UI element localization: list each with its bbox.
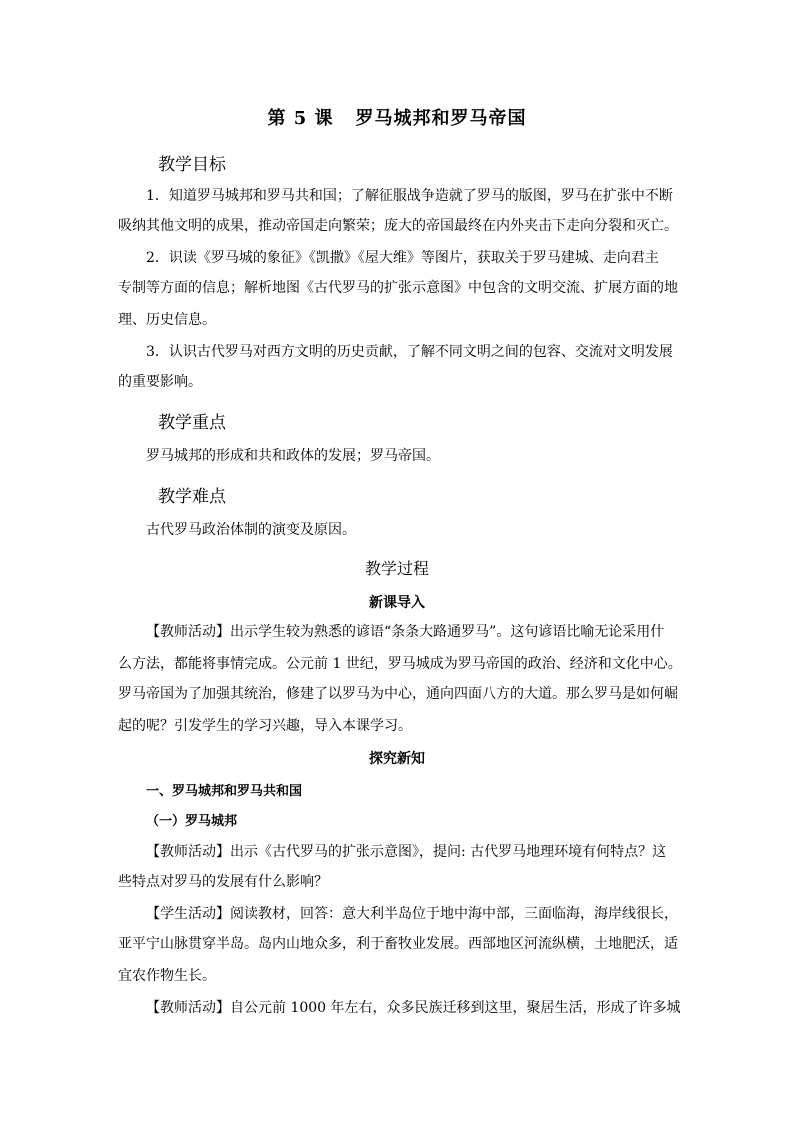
explore-line: 宜农作物生长。	[118, 968, 216, 984]
objective-line: 的重要影响。	[118, 374, 202, 390]
objective-line: 3．认识古代罗马对西方文明的历史贡献，了解不同文明之间的包容、交流对文明发展	[146, 344, 673, 360]
difficulties-heading: 教学难点	[158, 487, 226, 507]
objective-line: 1．知道罗马城邦和罗马共和国；了解征服战争造就了罗马的版图，罗马在扩张中不断	[146, 188, 673, 204]
objective-line: 吸纳其他文明的成果，推动帝国走向繁荣；庞大的帝国最终在内外夹击下走向分裂和灭亡。	[118, 218, 678, 234]
explore-line: 些特点对罗马的发展有什么影响？	[118, 874, 328, 890]
objective-line: 专制等方面的信息；解析地图《古代罗马的扩张示意图》中包含的文明交流、扩展方面的地	[118, 280, 678, 296]
explore-heading: 探究新知	[369, 751, 425, 767]
difficulties-text: 古代罗马政治体制的演变及原因。	[146, 522, 356, 538]
intro-line: 罗马帝国为了加强其统治，修建了以罗马为中心，通向四面八方的大道。那么罗马是如何崛	[118, 686, 678, 702]
intro-line: 么方法，都能将事情完成。公元前 1 世纪，罗马城成为罗马帝国的政治、经济和文化中心。	[118, 656, 682, 672]
lesson-title-text: 罗马城邦和罗马帝国	[355, 108, 527, 129]
explore-line: 【教师活动】出示《古代罗马的扩张示意图》，提问: 古代罗马地理环境有何特点？这	[146, 844, 667, 860]
objectives-heading: 教学目标	[158, 155, 226, 175]
lesson-title	[0, 104, 794, 130]
lesson-number: 第 5 课	[267, 108, 334, 129]
key-points-text: 罗马城邦的形成和共和政体的发展；罗马帝国。	[146, 448, 440, 464]
intro-line: 【教师活动】出示学生较为熟悉的谚语“条条大路通罗马”。这句谚语比喻无论采用什	[146, 624, 665, 640]
objective-line: 理、历史信息。	[118, 312, 216, 328]
intro-heading: 新课导入	[369, 595, 425, 611]
subsection-heading: （一）罗马城邦	[146, 814, 238, 829]
process-heading: 教学过程	[364, 559, 429, 578]
explore-line: 亚平宁山脉贯穿半岛。岛内山地众多，利于畜牧业发展。西部地区河流纵横，土地肥沃，适	[118, 936, 678, 952]
explore-line: 【学生活动】阅读教材，回答：意大利半岛位于地中海中部，三面临海，海岸线很长，	[146, 906, 678, 922]
intro-line: 起的呢？引发学生的学习兴趣，导入本课学习。	[118, 718, 412, 734]
objective-line: 2．识读《罗马城的象征》《凯撒》《屋大维》等图片，获取关于罗马建城、走向君主	[146, 250, 659, 266]
explore-line: 【教师活动】自公元前 1000 年左右，众多民族迁移到这里，聚居生活，形成了许多城	[146, 1000, 681, 1016]
section-heading: 一、罗马城邦和罗马共和国	[146, 784, 303, 799]
key-points-heading: 教学重点	[158, 413, 226, 433]
